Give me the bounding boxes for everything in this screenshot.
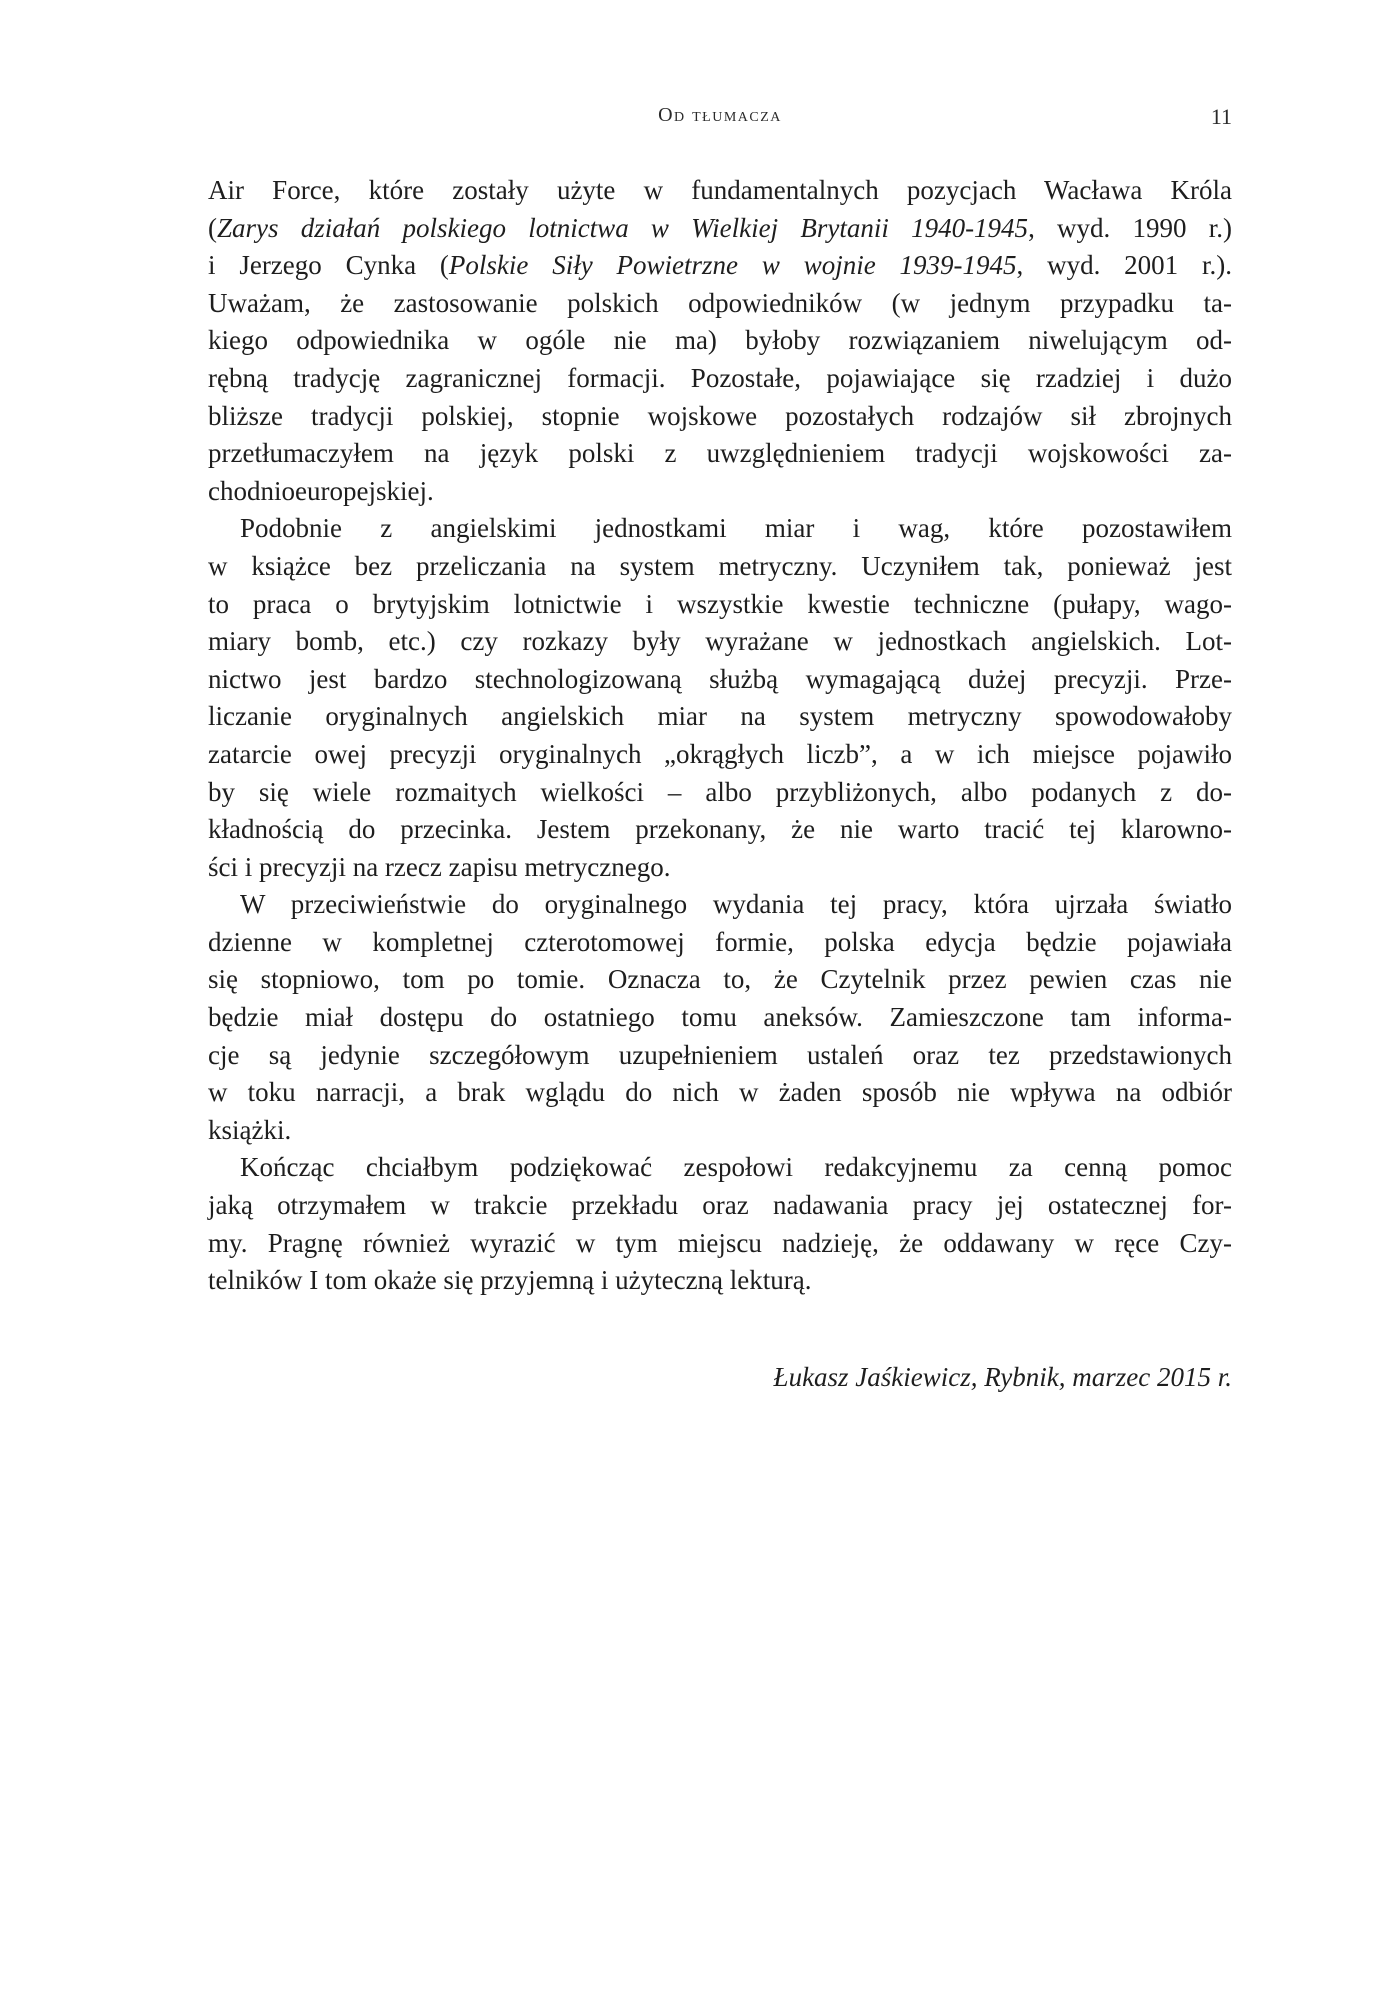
text-line — [208, 661, 1232, 699]
text-segment: ( — [208, 212, 217, 243]
text-line — [208, 886, 1232, 924]
text-segment: kiego odpowiednika w ogóle nie ma) byłoby rozwiązaniem niwelującym od- — [208, 325, 1232, 356]
text-line — [208, 736, 1232, 774]
text-line — [208, 1262, 1232, 1300]
page-number: 11 — [1210, 104, 1232, 129]
text-segment: i Jerzego Cynka ( — [208, 250, 449, 281]
text-segment: miary bomb, etc.) czy rozkazy były wyrażane w jednostkach angielskich. Lot- — [208, 626, 1232, 657]
text-segment: to praca o brytyjskim lotnictwie i wszystkie kwestie techniczne (pułapy, wago- — [208, 588, 1232, 619]
text-line — [208, 623, 1232, 661]
text-segment: , wyd. 1990 r.) — [1028, 212, 1232, 243]
text-segment: w książce bez przeliczania na system metryczny. Uczyniłem tak, ponieważ jest — [208, 550, 1232, 581]
text-segment: by się wiele rozmaitych wielkości – albo przybliżonych, albo podanych z do- — [208, 776, 1232, 807]
text-line — [208, 774, 1232, 812]
text-segment: W przeciwieństwie do oryginalnego wydania tej pracy, która ujrzała światło — [240, 889, 1232, 920]
text-line — [208, 210, 1232, 248]
text-segment: cje są jedynie szczegółowym uzupełnieniem ustaleń oraz tez przedstawionych — [208, 1039, 1232, 1070]
document-page — [208, 0, 1232, 2012]
text-line — [208, 473, 1232, 511]
text-segment: telników I tom okaże się przyjemną i użyteczną lekturą. — [208, 1265, 812, 1296]
text-segment: my. Pragnę również wyrazić w tym miejscu nadzieję, że oddawany w ręce Czy- — [208, 1227, 1232, 1258]
text-line — [208, 510, 1232, 548]
text-segment: nictwo jest bardzo stechnologizowaną służbą wymagającą dużej precyzji. Prze- — [208, 663, 1232, 694]
paragraph — [208, 886, 1232, 1149]
text-line — [208, 924, 1232, 962]
text-line — [208, 961, 1232, 999]
body-text — [208, 172, 1232, 1300]
italic-title-segment: Zarys działań polskiego lotnictwa w Wielkiej Brytanii 1940-1945 — [217, 212, 1029, 243]
text-line — [208, 1225, 1232, 1263]
text-line — [208, 1187, 1232, 1225]
text-line — [208, 247, 1232, 285]
text-line — [208, 811, 1232, 849]
signature: Łukasz Jaśkiewicz, Rybnik, marzec 2015 r. — [773, 1362, 1232, 1392]
text-segment: będzie miał dostępu do ostatniego tomu aneksów. Zamieszczone tam informa- — [208, 1002, 1232, 1033]
text-segment: w toku narracji, a brak wglądu do nich w żaden sposób nie wpływa na odbiór — [208, 1077, 1232, 1108]
text-line — [208, 285, 1232, 323]
text-line — [208, 360, 1232, 398]
text-segment: ści i precyzji na rzecz zapisu metrycznego. — [208, 851, 671, 882]
text-segment: Kończąc chciałbym podziękować zespołowi redakcyjnemu za cenną pomoc — [240, 1152, 1232, 1183]
text-line — [208, 698, 1232, 736]
running-title: Od tłumacza — [658, 104, 782, 126]
text-segment: rębną tradycję zagranicznej formacji. Pozostałe, pojawiające się rzadziej i dużo — [208, 362, 1232, 393]
text-segment: Podobnie z angielskimi jednostkami miar i wag, które pozostawiłem — [240, 513, 1232, 544]
paragraph — [208, 510, 1232, 886]
text-line — [208, 1074, 1232, 1112]
paragraph — [208, 1149, 1232, 1299]
text-line — [208, 172, 1232, 210]
text-segment: chodnioeuropejskiej. — [208, 475, 434, 506]
text-line — [208, 586, 1232, 624]
text-line — [208, 1149, 1232, 1187]
text-segment: Air Force, które zostały użyte w fundamentalnych pozycjach Wacława Króla — [208, 175, 1232, 205]
text-line — [208, 548, 1232, 586]
text-segment: się stopniowo, tom po tomie. Oznacza to, że Czytelnik przez pewien czas nie — [208, 964, 1232, 995]
text-segment: , wyd. 2001 r.). — [1016, 250, 1232, 281]
text-segment: dzienne w kompletnej czterotomowej formie, polska edycja będzie pojawiała — [208, 926, 1232, 957]
text-segment: liczanie oryginalnych angielskich miar na system metryczny spowodowałoby — [208, 701, 1232, 732]
text-line — [208, 849, 1232, 887]
text-line — [208, 398, 1232, 436]
text-segment: książki. — [208, 1114, 292, 1145]
running-head — [208, 104, 1232, 134]
text-line — [208, 322, 1232, 360]
paragraph — [208, 172, 1232, 510]
text-line — [208, 435, 1232, 473]
text-segment: bliższe tradycji polskiej, stopnie wojskowe pozostałych rodzajów sił zbrojnych — [208, 400, 1232, 431]
text-segment: Uważam, że zastosowanie polskich odpowiedników (w jednym przypadku ta- — [208, 287, 1232, 318]
italic-title-segment: Polskie Siły Powietrzne w wojnie 1939-1945 — [448, 250, 1017, 281]
text-segment: jaką otrzymałem w trakcie przekładu oraz nadawania pracy jej ostatecznej for- — [208, 1190, 1232, 1221]
text-segment: przetłumaczyłem na język polski z uwzględnieniem tradycji wojskowości za- — [208, 438, 1232, 469]
text-segment: kładnością do przecinka. Jestem przekonany, że nie warto tracić tej klarowno- — [208, 814, 1232, 845]
text-line — [208, 1037, 1232, 1075]
text-segment: zatarcie owej precyzji oryginalnych „okrągłych liczb”, a w ich miejsce pojawiło — [208, 738, 1232, 769]
text-line — [208, 999, 1232, 1037]
text-line — [208, 1112, 1232, 1150]
